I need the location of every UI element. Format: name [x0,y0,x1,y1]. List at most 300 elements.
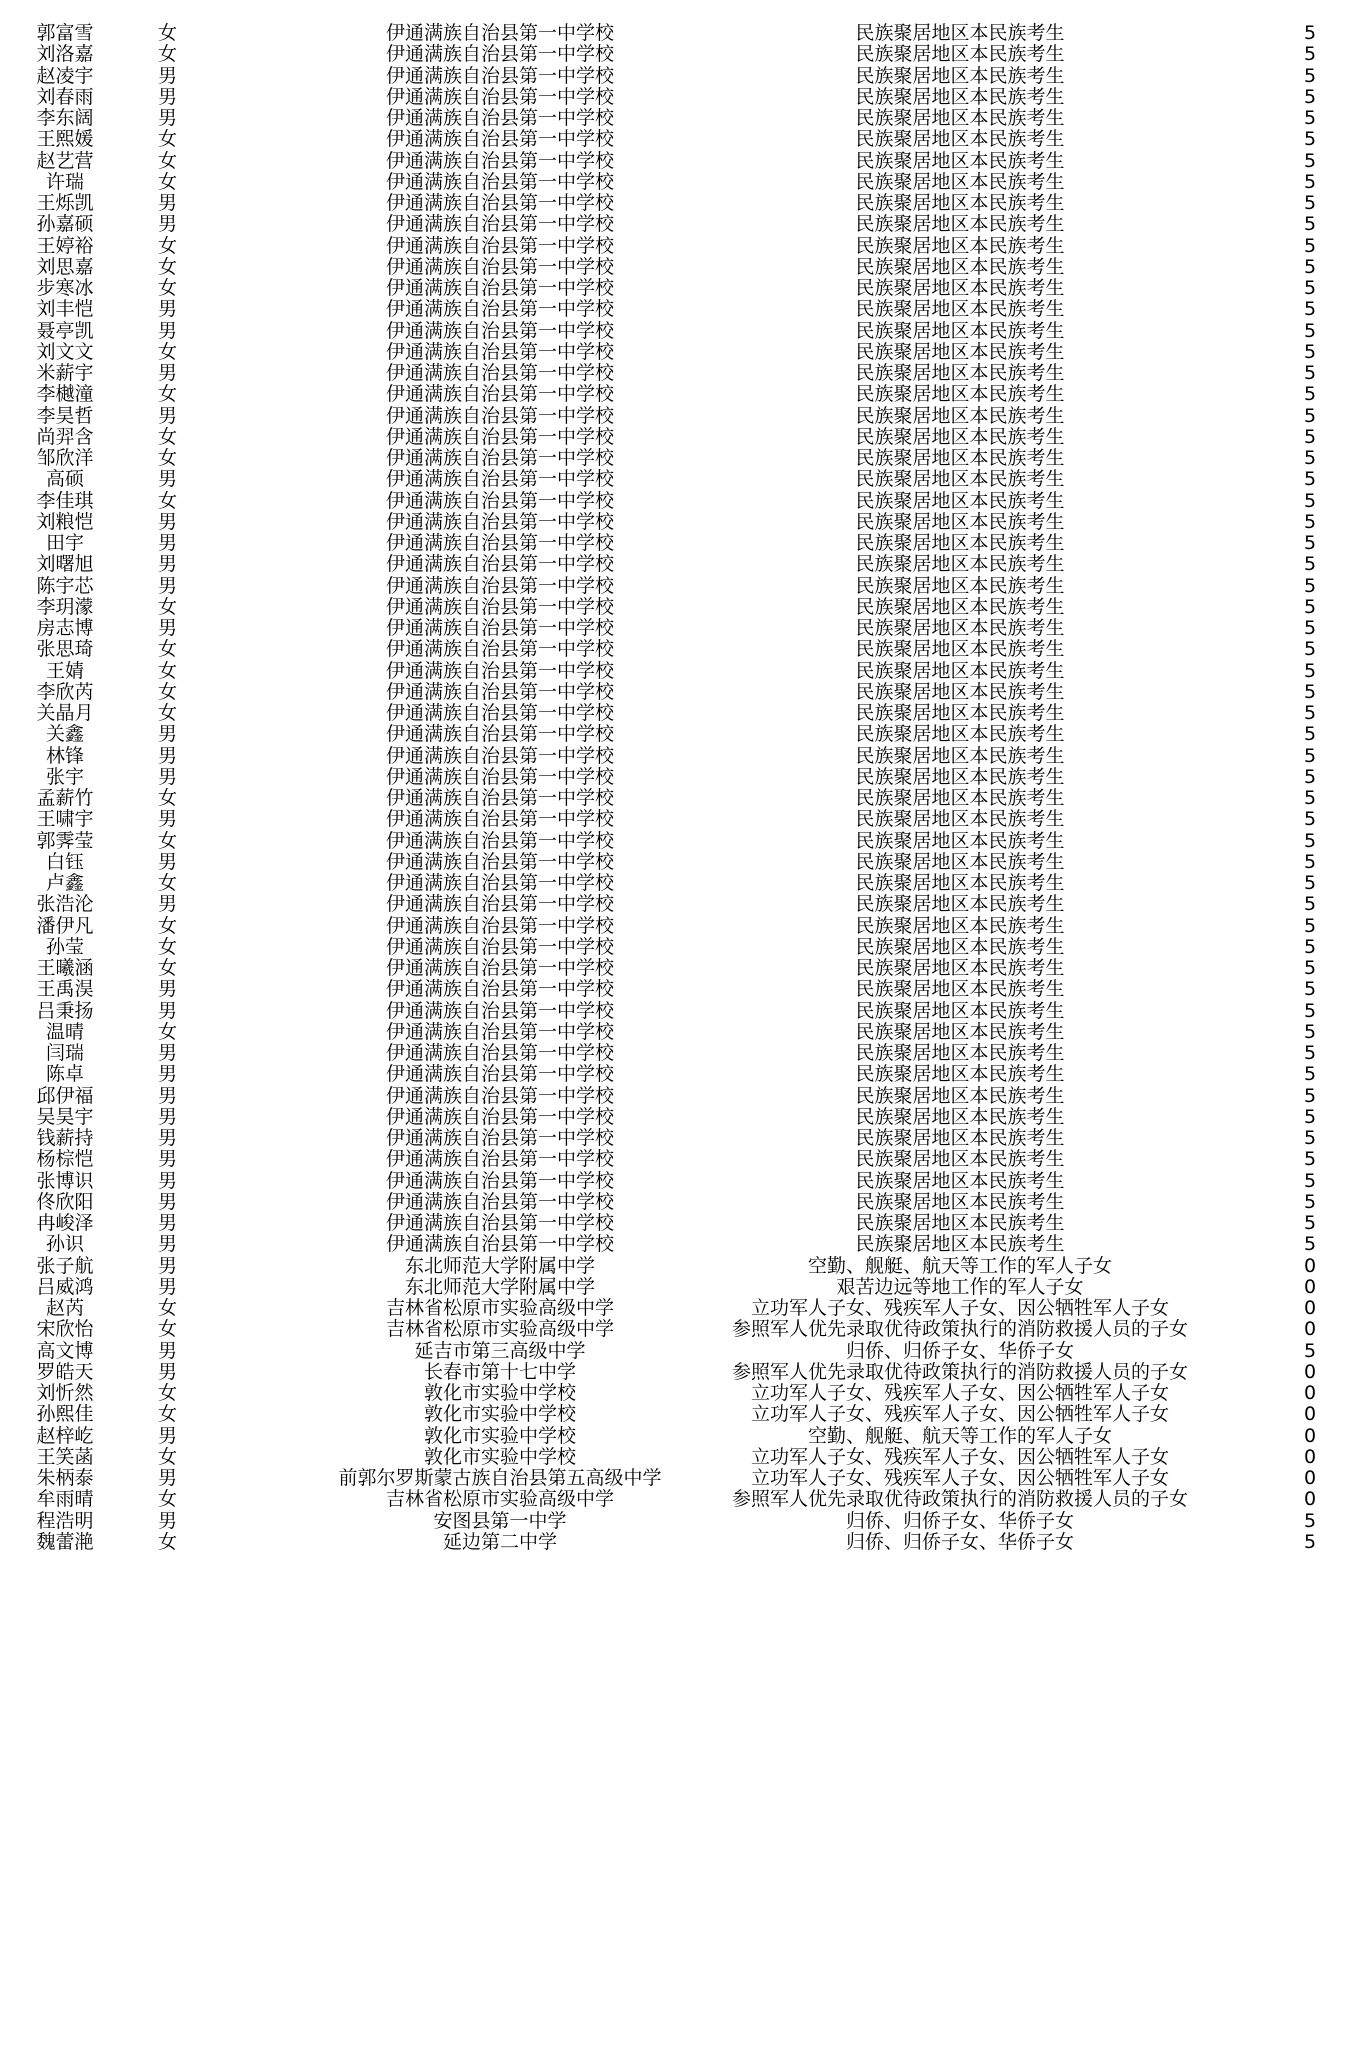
category-cell: 立功军人子女、残疾军人子女、因公牺牲军人子女 [750,1297,1169,1319]
score-cell: 5 [1303,1063,1317,1086]
school-cell: 伊通满族自治县第一中学校 [385,532,614,554]
name-cell: 李昊哲 [36,404,94,427]
category-cell: 民族聚居地区本民族考生 [855,1233,1065,1256]
name-cell: 刘文文 [36,340,94,363]
gender-cell: 男 [157,192,177,214]
category-cell: 立功军人子女、残疾军人子女、因公牺牲军人子女 [750,1403,1169,1426]
category-cell: 民族聚居地区本民族考生 [855,149,1065,172]
school-cell: 敦化市实验中学校 [423,1403,576,1426]
score-cell: 5 [1303,510,1317,533]
gender-cell: 男 [157,64,177,87]
score-cell: 5 [1303,638,1317,661]
score-cell: 5 [1303,489,1317,512]
gender-cell: 男 [157,1190,177,1213]
school-cell: 伊通满族自治县第一中学校 [385,170,614,193]
category-cell: 民族聚居地区本民族考生 [855,43,1065,66]
name-cell: 白钰 [45,850,84,873]
category-cell: 民族聚居地区本民族考生 [855,999,1065,1022]
gender-cell: 女 [157,255,177,278]
score-cell: 5 [1303,340,1317,363]
score-cell: 5 [1303,22,1317,44]
gender-cell: 女 [157,1318,177,1341]
category-cell: 归侨、归侨子女、华侨子女 [845,1509,1074,1532]
score-cell: 5 [1303,298,1317,321]
name-cell: 程浩明 [36,1509,94,1532]
name-cell: 朱柄泰 [36,1467,94,1489]
name-cell: 刘洛嘉 [36,43,94,66]
category-cell: 民族聚居地区本民族考生 [855,1212,1065,1234]
name-cell: 张浩沦 [36,893,94,916]
name-cell: 魏蕾滟 [36,1530,94,1553]
school-cell: 伊通满族自治县第一中学校 [385,1169,614,1192]
score-cell: 5 [1303,468,1317,491]
category-cell: 民族聚居地区本民族考生 [855,1042,1065,1064]
name-cell: 赵梓屹 [36,1424,94,1447]
school-cell: 伊通满族自治县第一中学校 [385,340,614,363]
score-cell: 5 [1303,787,1317,809]
score-cell: 5 [1303,702,1317,724]
name-cell: 赵芮 [45,1297,84,1319]
score-cell: 5 [1303,1339,1317,1362]
gender-cell: 男 [157,532,177,554]
gender-cell: 男 [157,1084,177,1107]
category-cell: 民族聚居地区本民族考生 [855,1127,1065,1149]
score-cell: 0 [1303,1360,1317,1383]
score-cell: 5 [1303,213,1317,236]
score-cell: 5 [1303,170,1317,193]
gender-cell: 男 [157,1509,177,1532]
name-cell: 张宇 [45,765,84,788]
name-cell: 刘忻然 [36,1382,94,1404]
category-cell: 民族聚居地区本民族考生 [855,22,1065,44]
name-cell: 王烁凯 [36,192,94,214]
school-cell: 伊通满族自治县第一中学校 [385,680,614,703]
school-cell: 伊通满族自治县第一中学校 [385,383,614,406]
category-cell: 民族聚居地区本民族考生 [855,829,1065,852]
name-cell: 林锋 [45,744,84,767]
name-cell: 卢鑫 [45,872,84,894]
category-cell: 民族聚居地区本民族考生 [855,383,1065,406]
name-cell: 孙识 [45,1233,84,1256]
name-cell: 关鑫 [45,723,84,746]
gender-cell: 男 [157,362,177,384]
category-cell: 民族聚居地区本民族考生 [855,510,1065,533]
gender-cell: 女 [157,1530,177,1553]
category-cell: 立功军人子女、残疾军人子女、因公牺牲军人子女 [750,1445,1169,1468]
category-cell: 民族聚居地区本民族考生 [855,957,1065,979]
school-cell: 伊通满族自治县第一中学校 [385,1148,614,1171]
score-cell: 5 [1303,1084,1317,1107]
category-cell: 民族聚居地区本民族考生 [855,128,1065,151]
category-cell: 民族聚居地区本民族考生 [855,192,1065,214]
gender-cell: 女 [157,277,177,299]
school-cell: 伊通满族自治县第一中学校 [385,808,614,831]
gender-cell: 女 [157,1488,177,1511]
school-cell: 伊通满族自治县第一中学校 [385,638,614,661]
school-cell: 伊通满族自治县第一中学校 [385,1020,614,1043]
category-cell: 民族聚居地区本民族考生 [855,935,1065,958]
name-cell: 杨棕恺 [36,1148,94,1171]
name-cell: 孙熙佳 [36,1403,94,1426]
category-cell: 民族聚居地区本民族考生 [855,107,1065,129]
score-cell: 5 [1303,1530,1317,1553]
name-cell: 赵艺营 [36,149,94,172]
gender-cell: 男 [157,1212,177,1234]
gender-cell: 女 [157,1445,177,1468]
name-cell: 潘伊凡 [36,914,94,937]
category-cell: 民族聚居地区本民族考生 [855,404,1065,427]
score-cell: 5 [1303,1020,1317,1043]
score-cell: 0 [1303,1467,1317,1489]
score-cell: 5 [1303,362,1317,384]
school-cell: 长春市第十七中学 [423,1360,576,1383]
gender-cell: 男 [157,107,177,129]
gender-cell: 女 [157,22,177,44]
category-cell: 民族聚居地区本民族考生 [855,553,1065,576]
name-cell: 刘丰恺 [36,298,94,321]
school-cell: 伊通满族自治县第一中学校 [385,64,614,87]
score-cell: 5 [1303,1148,1317,1171]
category-cell: 民族聚居地区本民族考生 [855,234,1065,257]
school-cell: 伊通满族自治县第一中学校 [385,978,614,1001]
school-cell: 伊通满族自治县第一中学校 [385,1212,614,1234]
score-cell: 0 [1303,1445,1317,1468]
score-cell: 5 [1303,680,1317,703]
name-cell: 张思琦 [36,638,94,661]
school-cell: 伊通满族自治县第一中学校 [385,872,614,894]
category-cell: 民族聚居地区本民族考生 [855,574,1065,597]
score-cell: 5 [1303,1509,1317,1532]
school-cell: 伊通满族自治县第一中学校 [385,1233,614,1256]
gender-cell: 女 [157,659,177,682]
score-cell: 5 [1303,872,1317,894]
category-cell: 民族聚居地区本民族考生 [855,617,1065,639]
gender-cell: 男 [157,999,177,1022]
gender-cell: 女 [157,829,177,852]
score-cell: 5 [1303,277,1317,299]
school-cell: 伊通满族自治县第一中学校 [385,574,614,597]
school-cell: 伊通满族自治县第一中学校 [385,43,614,66]
school-cell: 伊通满族自治县第一中学校 [385,192,614,214]
name-cell: 王禹淏 [36,978,94,1001]
gender-cell: 女 [157,170,177,193]
category-cell: 民族聚居地区本民族考生 [855,1169,1065,1192]
category-cell: 民族聚居地区本民族考生 [855,362,1065,384]
name-cell: 冉峻泽 [36,1212,94,1234]
gender-cell: 男 [157,617,177,639]
gender-cell: 男 [157,1148,177,1171]
score-cell: 0 [1303,1424,1317,1447]
name-cell: 郭霁莹 [36,829,94,852]
school-cell: 伊通满族自治县第一中学校 [385,957,614,979]
name-cell: 尚羿含 [36,425,94,448]
score-cell: 5 [1303,43,1317,66]
name-cell: 李欣芮 [36,680,94,703]
category-cell: 民族聚居地区本民族考生 [855,787,1065,809]
school-cell: 伊通满族自治县第一中学校 [385,914,614,937]
name-cell: 李东阔 [36,107,94,129]
school-cell: 伊通满族自治县第一中学校 [385,1084,614,1107]
school-cell: 伊通满族自治县第一中学校 [385,404,614,427]
category-cell: 民族聚居地区本民族考生 [855,595,1065,618]
gender-cell: 女 [157,787,177,809]
gender-cell: 男 [157,808,177,831]
category-cell: 民族聚居地区本民族考生 [855,532,1065,554]
category-cell: 民族聚居地区本民族考生 [855,1020,1065,1043]
gender-cell: 男 [157,893,177,916]
gender-cell: 男 [157,298,177,321]
school-cell: 吉林省松原市实验高级中学 [385,1297,614,1319]
gender-cell: 男 [157,1127,177,1149]
score-cell: 5 [1303,1190,1317,1213]
school-cell: 伊通满族自治县第一中学校 [385,425,614,448]
score-cell: 5 [1303,978,1317,1001]
school-cell: 东北师范大学附属中学 [404,1275,595,1298]
score-cell: 5 [1303,255,1317,278]
score-cell: 5 [1303,957,1317,979]
name-cell: 吕秉扬 [36,999,94,1022]
name-cell: 王婧 [45,659,84,682]
gender-cell: 男 [157,553,177,576]
school-cell: 伊通满族自治县第一中学校 [385,85,614,108]
school-cell: 伊通满族自治县第一中学校 [385,234,614,257]
gender-cell: 男 [157,1339,177,1362]
name-cell: 米薪宇 [36,362,94,384]
school-cell: 伊通满族自治县第一中学校 [385,595,614,618]
name-cell: 高文博 [36,1339,94,1362]
gender-cell: 女 [157,489,177,512]
gender-cell: 女 [157,935,177,958]
gender-cell: 女 [157,1297,177,1319]
school-cell: 伊通满族自治县第一中学校 [385,935,614,958]
gender-cell: 女 [157,43,177,66]
gender-cell: 男 [157,1360,177,1383]
score-cell: 5 [1303,1042,1317,1064]
category-cell: 空勤、舰艇、航天等工作的军人子女 [807,1424,1112,1447]
school-cell: 伊通满族自治县第一中学校 [385,1042,614,1064]
category-cell: 民族聚居地区本民族考生 [855,744,1065,767]
gender-cell: 女 [157,872,177,894]
gender-cell: 男 [157,574,177,597]
score-cell: 5 [1303,723,1317,746]
gender-cell: 男 [157,765,177,788]
score-cell: 5 [1303,404,1317,427]
school-cell: 伊通满族自治县第一中学校 [385,1063,614,1086]
school-cell: 敦化市实验中学校 [423,1424,576,1447]
score-cell: 5 [1303,553,1317,576]
table-row [0,1528,1367,1556]
name-cell: 王笑菡 [36,1445,94,1468]
category-cell: 艰苦边远等地工作的军人子女 [836,1275,1084,1298]
score-cell: 5 [1303,914,1317,937]
school-cell: 伊通满族自治县第一中学校 [385,850,614,873]
name-cell: 陈卓 [45,1063,84,1086]
school-cell: 伊通满族自治县第一中学校 [385,553,614,576]
school-cell: 伊通满族自治县第一中学校 [385,1127,614,1149]
gender-cell: 女 [157,914,177,937]
gender-cell: 女 [157,957,177,979]
gender-cell: 男 [157,744,177,767]
category-cell: 民族聚居地区本民族考生 [855,425,1065,448]
school-cell: 伊通满族自治县第一中学校 [385,489,614,512]
name-cell: 高硕 [45,468,84,491]
category-cell: 民族聚居地区本民族考生 [855,298,1065,321]
category-cell: 民族聚居地区本民族考生 [855,638,1065,661]
school-cell: 伊通满族自治县第一中学校 [385,107,614,129]
name-cell: 张博识 [36,1169,94,1192]
name-cell: 张子航 [36,1254,94,1277]
score-cell: 5 [1303,744,1317,767]
name-cell: 钱薪持 [36,1127,94,1149]
score-cell: 5 [1303,850,1317,873]
school-cell: 伊通满族自治县第一中学校 [385,213,614,236]
name-cell: 王曦涵 [36,957,94,979]
name-cell: 李樾潼 [36,383,94,406]
score-cell: 5 [1303,574,1317,597]
category-cell: 民族聚居地区本民族考生 [855,447,1065,469]
school-cell: 伊通满族自治县第一中学校 [385,702,614,724]
name-cell: 孙嘉硕 [36,213,94,236]
score-cell: 5 [1303,234,1317,257]
gender-cell: 女 [157,1403,177,1426]
category-cell: 民族聚居地区本民族考生 [855,850,1065,873]
score-cell: 5 [1303,765,1317,788]
category-cell: 民族聚居地区本民族考生 [855,893,1065,916]
name-cell: 佟欣阳 [36,1190,94,1213]
school-cell: 伊通满族自治县第一中学校 [385,659,614,682]
gender-cell: 女 [157,447,177,469]
gender-cell: 女 [157,128,177,151]
score-cell: 5 [1303,64,1317,87]
school-cell: 敦化市实验中学校 [423,1445,576,1468]
school-cell: 延吉市第三高级中学 [414,1339,586,1362]
name-cell: 罗皓天 [36,1360,94,1383]
gender-cell: 女 [157,340,177,363]
category-cell: 民族聚居地区本民族考生 [855,468,1065,491]
name-cell: 李佳琪 [36,489,94,512]
gender-cell: 男 [157,319,177,342]
category-cell: 民族聚居地区本民族考生 [855,872,1065,894]
category-cell: 民族聚居地区本民族考生 [855,1084,1065,1107]
school-cell: 伊通满族自治县第一中学校 [385,829,614,852]
category-cell: 民族聚居地区本民族考生 [855,319,1065,342]
school-cell: 伊通满族自治县第一中学校 [385,362,614,384]
category-cell: 民族聚居地区本民族考生 [855,213,1065,236]
name-cell: 聂亭凯 [36,319,94,342]
school-cell: 吉林省松原市实验高级中学 [385,1488,614,1511]
category-cell: 立功军人子女、残疾军人子女、因公牺牲军人子女 [750,1467,1169,1489]
gender-cell: 男 [157,1467,177,1489]
school-cell: 延边第二中学 [442,1530,557,1553]
category-cell: 民族聚居地区本民族考生 [855,489,1065,512]
score-cell: 0 [1303,1275,1317,1298]
gender-cell: 男 [157,978,177,1001]
name-cell: 闫瑞 [45,1042,84,1064]
category-cell: 民族聚居地区本民族考生 [855,978,1065,1001]
score-cell: 5 [1303,149,1317,172]
score-cell: 5 [1303,1105,1317,1128]
score-cell: 5 [1303,532,1317,554]
name-cell: 牟雨晴 [36,1488,94,1511]
school-cell: 伊通满族自治县第一中学校 [385,723,614,746]
gender-cell: 男 [157,213,177,236]
gender-cell: 女 [157,383,177,406]
school-cell: 伊通满族自治县第一中学校 [385,468,614,491]
score-cell: 5 [1303,893,1317,916]
score-cell: 0 [1303,1382,1317,1404]
school-cell: 敦化市实验中学校 [423,1382,576,1404]
name-cell: 温晴 [45,1020,84,1043]
gender-cell: 女 [157,425,177,448]
name-cell: 房志博 [36,617,94,639]
school-cell: 伊通满族自治县第一中学校 [385,1190,614,1213]
gender-cell: 女 [157,595,177,618]
school-cell: 安图县第一中学 [433,1509,567,1532]
gender-cell: 女 [157,1020,177,1043]
school-cell: 伊通满族自治县第一中学校 [385,447,614,469]
name-cell: 刘曙旭 [36,553,94,576]
category-cell: 民族聚居地区本民族考生 [855,1105,1065,1128]
category-cell: 参照军人优先录取优待政策执行的消防救援人员的子女 [731,1318,1188,1341]
gender-cell: 女 [157,1382,177,1404]
score-cell: 5 [1303,1233,1317,1256]
name-cell: 王熙媛 [36,128,94,151]
name-cell: 郭富雪 [36,22,94,44]
gender-cell: 男 [157,850,177,873]
category-cell: 民族聚居地区本民族考生 [855,255,1065,278]
category-cell: 民族聚居地区本民族考生 [855,1063,1065,1086]
name-cell: 王啸宇 [36,808,94,831]
school-cell: 伊通满族自治县第一中学校 [385,149,614,172]
name-cell: 王婷裕 [36,234,94,257]
name-cell: 李玥濛 [36,595,94,618]
score-cell: 5 [1303,659,1317,682]
score-cell: 5 [1303,1169,1317,1192]
score-cell: 0 [1303,1318,1317,1341]
score-cell: 5 [1303,425,1317,448]
school-cell: 伊通满族自治县第一中学校 [385,893,614,916]
name-cell: 陈宇芯 [36,574,94,597]
name-cell: 吴昊宇 [36,1105,94,1128]
score-cell: 5 [1303,808,1317,831]
category-cell: 民族聚居地区本民族考生 [855,765,1065,788]
school-cell: 伊通满族自治县第一中学校 [385,787,614,809]
school-cell: 伊通满族自治县第一中学校 [385,744,614,767]
gender-cell: 女 [157,234,177,257]
name-cell: 吕威鸿 [36,1275,94,1298]
category-cell: 民族聚居地区本民族考生 [855,723,1065,746]
category-cell: 民族聚居地区本民族考生 [855,914,1065,937]
category-cell: 参照军人优先录取优待政策执行的消防救援人员的子女 [731,1360,1188,1383]
score-cell: 5 [1303,128,1317,151]
category-cell: 民族聚居地区本民族考生 [855,64,1065,87]
category-cell: 民族聚居地区本民族考生 [855,702,1065,724]
category-cell: 民族聚居地区本民族考生 [855,808,1065,831]
score-cell: 5 [1303,1212,1317,1234]
name-cell: 关晶月 [36,702,94,724]
score-cell: 5 [1303,935,1317,958]
school-cell: 伊通满族自治县第一中学校 [385,255,614,278]
score-cell: 5 [1303,999,1317,1022]
school-cell: 伊通满族自治县第一中学校 [385,1105,614,1128]
score-cell: 5 [1303,383,1317,406]
school-cell: 吉林省松原市实验高级中学 [385,1318,614,1341]
score-cell: 0 [1303,1254,1317,1277]
gender-cell: 女 [157,702,177,724]
score-cell: 5 [1303,617,1317,639]
gender-cell: 男 [157,1254,177,1277]
gender-cell: 女 [157,638,177,661]
